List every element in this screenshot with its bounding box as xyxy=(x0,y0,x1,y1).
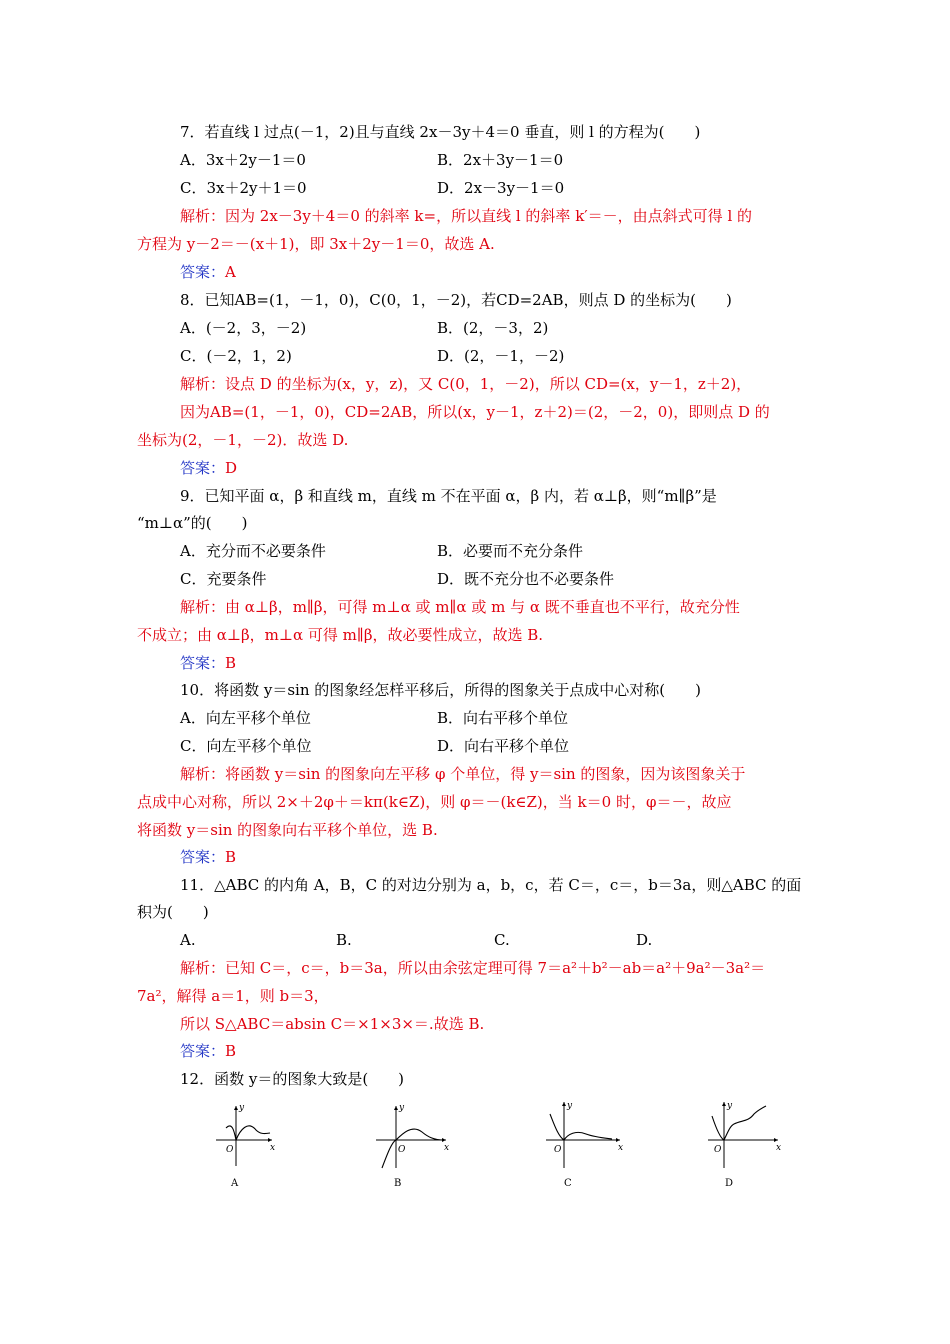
q8-option-c: C．(－2，1，2) xyxy=(180,347,292,365)
graph-b-y-label: y xyxy=(399,1103,405,1113)
q11-answer-label: 答案： xyxy=(180,1042,226,1060)
q9-answer-label: 答案： xyxy=(180,654,226,672)
graph-c-origin-label: O xyxy=(554,1145,562,1155)
graph-c-y-label: y xyxy=(567,1101,573,1111)
q8-answer xyxy=(180,458,860,478)
q7-answer xyxy=(180,262,860,282)
q10-answer xyxy=(180,847,860,867)
q9-option-b: B．必要而不充分条件 xyxy=(437,542,584,560)
q10-option-c: C．向左平移个单位 xyxy=(180,737,312,755)
graph-a-origin-label: O xyxy=(226,1145,234,1155)
graph-d-label: D xyxy=(725,1178,734,1189)
q9-option-c: C．充要条件 xyxy=(180,570,267,588)
q9-solution-text-1: 由 α⊥β，m∥β，可得 m⊥α 或 m∥α 或 m 与 α 既不垂直也不平行，故充分性 xyxy=(225,598,740,616)
q9-stem-line-1: 9．已知平面 α，β 和直线 m，直线 m 不在平面 α，β 内，若 α⊥β，则“m∥β”是 xyxy=(180,487,717,505)
q11-solution-line-3: 所以 S△ABC＝absin C＝×1×3×＝.故选 B. xyxy=(180,1015,485,1033)
q7-option-c: C．3x＋2y＋1＝0 xyxy=(180,179,307,197)
q10-stem: 10．将函数 y＝sin 的图象经怎样平移后，所得的图象关于点成中心对称( ) xyxy=(180,681,701,699)
q8-answer-label: 答案： xyxy=(180,459,226,477)
q11-answer xyxy=(180,1041,860,1061)
q11-solution-line-2: 7a²，解得 a＝1，则 b＝3， xyxy=(137,987,329,1005)
graph-c-label: C xyxy=(564,1178,572,1189)
q9-option-a: A．充分而不必要条件 xyxy=(180,542,326,560)
q11-option-d: D. xyxy=(636,931,653,949)
graph-d-y-label: y xyxy=(727,1101,733,1111)
q7-solution-text-1: 因为 2x－3y＋4＝0 的斜率 k=，所以直线 l 的斜率 k′＝－，由点斜式可得 l 的 xyxy=(225,207,753,225)
q11-answer-value: B xyxy=(225,1042,237,1060)
q8-solution-line-1 xyxy=(180,374,860,394)
q9-answer xyxy=(180,653,860,673)
graph-b xyxy=(372,1100,462,1170)
graph-c xyxy=(542,1100,632,1170)
graph-c-x-label: x xyxy=(618,1143,624,1153)
q8-stem: 8．已知AB=(1，－1，0)，C(0，1，－2)，若CD=2AB，则点 D 的坐标为( ) xyxy=(180,291,732,309)
q7-option-d: D．2x－3y－1＝0 xyxy=(437,179,565,197)
q9-solution-label: 解析： xyxy=(180,598,226,616)
q10-answer-label: 答案： xyxy=(180,848,226,866)
graph-d-origin-label: O xyxy=(714,1145,722,1155)
q10-option-d: D．向右平移个单位 xyxy=(437,737,570,755)
graph-a xyxy=(212,1100,302,1170)
q8-option-a: A．(－2，3，－2) xyxy=(180,319,307,337)
q9-solution-line-2: 不成立；由 α⊥β，m⊥α 可得 m∥β，故必要性成立，故选 B. xyxy=(137,626,544,644)
q7-answer-value: A xyxy=(225,263,236,281)
graph-d xyxy=(704,1100,794,1170)
q10-solution-line-3: 将函数 y＝sin 的图象向右平移个单位，选 B. xyxy=(137,821,438,839)
q7-solution-line-1 xyxy=(180,206,860,226)
q10-solution-text-1: 将函数 y＝sin 的图象向左平移 φ 个单位，得 y＝sin 的图象，因为该图象关于 xyxy=(225,765,746,783)
q8-answer-value: D xyxy=(225,459,238,477)
q7-option-a: A．3x＋2y－1＝0 xyxy=(180,151,306,169)
graph-b-x-label: x xyxy=(444,1143,450,1153)
q7-solution-line-2: 方程为 y－2＝－(x＋1)，即 3x＋2y－1＝0，故选 A. xyxy=(137,235,495,253)
graph-d-x-label: x xyxy=(776,1143,782,1153)
q10-solution-line-1 xyxy=(180,764,860,784)
q8-solution-line-2: 因为AB=(1，－1，0)，CD=2AB，所以(x，y－1，z＋2)＝(2，－2，0)，即则点 D 的 xyxy=(180,403,770,421)
q10-solution-line-2: 点成中心对称，所以 2×＋2φ＋＝kπ(k∈Z)，则 φ＝－(k∈Z)，当 k＝0 时，φ＝－，故应 xyxy=(137,793,732,811)
q7-stem: 7．若直线 l 过点(－1，2)且与直线 2x－3y＋4＝0 垂直，则 l 的方程为( ) xyxy=(180,123,701,141)
q11-option-c: C. xyxy=(494,931,510,949)
q12-stem: 12．函数 y＝的图象大致是( ) xyxy=(180,1070,405,1088)
q10-answer-value: B xyxy=(225,848,237,866)
q8-solution-text-1: 设点 D 的坐标为(x，y，z)，又 C(0，1，－2)，所以 CD=(x，y－1，z＋2)， xyxy=(225,375,752,393)
q9-solution-line-1 xyxy=(180,597,860,617)
q7-option-b: B．2x＋3y－1＝0 xyxy=(437,151,564,169)
q11-stem-line-2: 积为( ) xyxy=(137,903,209,921)
graph-a-x-label: x xyxy=(270,1143,276,1153)
q11-option-a: A. xyxy=(180,931,196,949)
q10-option-a: A．向左平移个单位 xyxy=(180,709,311,727)
q7-answer-label: 答案： xyxy=(180,263,226,281)
q9-option-d: D．既不充分也不必要条件 xyxy=(437,570,615,588)
q11-stem-line-1: 11．△ABC 的内角 A，B，C 的对边分别为 a，b，c，若 C＝，c＝，b＝3a，则△ABC 的面 xyxy=(180,876,802,894)
q9-answer-value: B xyxy=(225,654,237,672)
graph-a-y-label: y xyxy=(239,1103,245,1113)
graph-a-label: A xyxy=(231,1178,239,1189)
q10-solution-label: 解析： xyxy=(180,765,226,783)
q11-solution-text-1: 已知 C＝，c＝，b＝3a，所以由余弦定理可得 7＝a²＋b²－ab＝a²＋9a²－3a²＝ xyxy=(225,959,766,977)
q10-option-b: B．向右平移个单位 xyxy=(437,709,569,727)
q8-option-b: B．(2，－3，2) xyxy=(437,319,549,337)
q8-option-d: D．(2，－1，－2) xyxy=(437,347,565,365)
graph-b-origin-label: O xyxy=(398,1145,406,1155)
graph-b-label: B xyxy=(394,1178,402,1189)
q8-solution-line-3: 坐标为(2，－1，－2)．故选 D. xyxy=(137,431,349,449)
q9-stem-line-2: “m⊥α”的( ) xyxy=(137,514,248,532)
q11-solution-line-1 xyxy=(180,958,860,978)
q11-solution-label: 解析： xyxy=(180,959,226,977)
q7-solution-label: 解析： xyxy=(180,207,226,225)
q11-option-b: B. xyxy=(336,931,352,949)
q8-solution-label: 解析： xyxy=(180,375,226,393)
